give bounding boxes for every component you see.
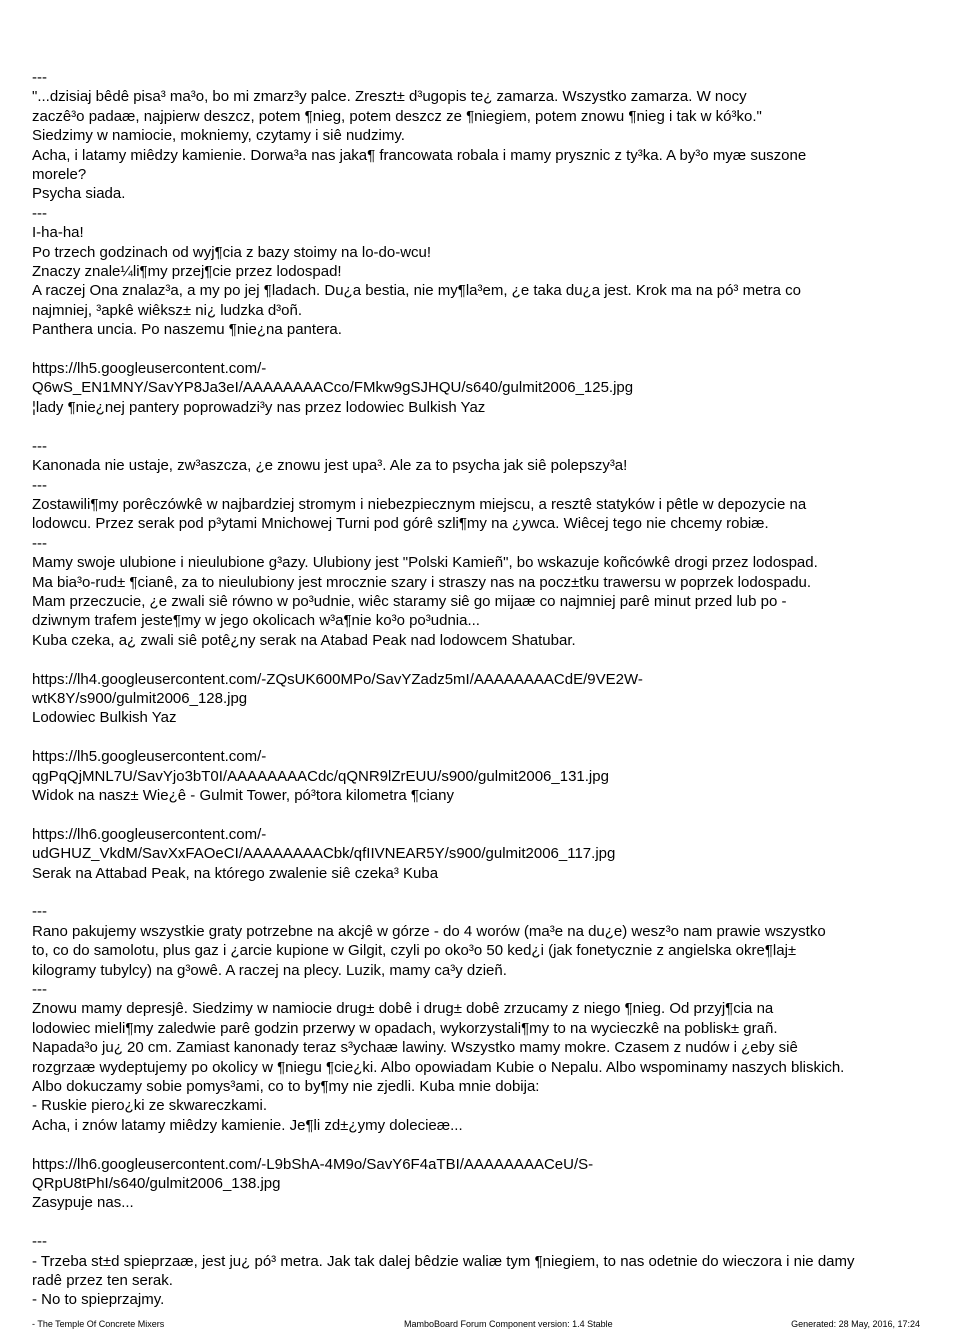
section-separator: --- <box>32 204 47 222</box>
text-line: Panthera uncia. Po naszemu ¶nie¿na pantera. <box>32 321 342 339</box>
text-line: Albo dokuczamy sobie pomys³ami, co to by¶my nie zjedli. Kuba mnie dobija: <box>32 1078 540 1096</box>
text-line: Psycha siada. <box>32 185 126 203</box>
text-line: QRpU8tPhI/s640/gulmit2006_138.jpg <box>32 1175 281 1193</box>
text-line: to, co do samolotu, plus gaz i ¿arcie kupione w Gilgit, czyli po oko³o 50 ked¿i (jak fonetycznie z angielska okre¶laj± <box>32 942 797 960</box>
text-line: morele? <box>32 166 87 184</box>
footer-site-name: - The Temple Of Concrete Mixers <box>32 1319 165 1329</box>
text-line: lodowcu. Przez serak pod p³ytami Mnichowej Turni pod górê szli¶my na ¿ywca. Wiêcej tego nie chcemy robiæ. <box>32 515 769 533</box>
text-line: Widok na nasz± Wie¿ê - Gulmit Tower, pó³tora kilometra ¶ciany <box>32 786 454 804</box>
section-separator: --- <box>32 534 47 552</box>
section-separator: --- <box>32 476 47 494</box>
text-line: Serak na Attabad Peak, na którego zwalenie siê czeka³ Kuba <box>32 864 439 882</box>
page-footer <box>32 1317 920 1331</box>
text-line: zaczê³o padaæ, najpierw deszcz, potem ¶nieg, potem deszcz ze ¶niegiem, potem znowu ¶nieg i tak w kó³ko." <box>32 107 762 125</box>
text-line: Po trzech godzinach od wyj¶cia z bazy stoimy na lo-do-wcu! <box>32 243 432 261</box>
section-separator: --- <box>32 1233 47 1251</box>
blank-line <box>32 1135 932 1154</box>
text-line: Zasypuje nas... <box>32 1194 134 1212</box>
text-line: - Trzeba st±d spieprzaæ, jest ju¿ pó³ metra. Jak tak dalej bêdzie waliæ tym ¶niegiem, to nas odetnie do wieczora i nie damy <box>32 1252 855 1270</box>
post-body <box>32 68 932 1310</box>
section-separator: --- <box>32 437 47 455</box>
text-line: lodowiec mieli¶my zaledwie parê godzin przerwy w opadach, wykorzystali¶my to na wycieczkê na poblisk± grañ. <box>32 1019 778 1037</box>
text-line: kilogramy tubylcy) na g³owê. A raczej na plecy. Luzik, mamy ca³y dzieñ. <box>32 961 507 979</box>
footer-generated-date: Generated: 28 May, 2016, 17:24 <box>791 1319 920 1329</box>
text-line: Acha, i znów latamy miêdzy kamienie. Je¶li zd±¿ymy dolecieæ... <box>32 1116 463 1134</box>
section-separator: --- <box>32 69 47 86</box>
text-line: Siedzimy w namiocie, mokniemy, czytamy i siê nudzimy. <box>32 127 405 145</box>
text-line: Mamy swoje ulubione i nieulubione g³azy. Ulubiony jest "Polski Kamieñ", bo wskazuje koñcówkê drogi przez lodospad. <box>32 554 818 572</box>
blank-line <box>32 650 932 669</box>
text-line: Lodowiec Bulkish Yaz <box>32 709 177 727</box>
text-line: Znaczy znale¼li¶my przej¶cie przez lodospad! <box>32 263 342 281</box>
text-line: Mam przeczucie, ¿e zwali siê równo w po³udnie, wiêc staramy siê go mijaæ co najmniej parê minut przed lub po - <box>32 592 787 610</box>
text-line: Rano pakujemy wszystkie graty potrzebne na akcjê w górze - do 4 worów (ma³e na du¿e) wesz³o nam prawie wszystko <box>32 922 826 940</box>
text-line: najmniej, ³apkê wiêksz± ni¿ ludzka d³oñ. <box>32 301 303 319</box>
blank-line <box>32 417 932 436</box>
text-line: Kuba czeka, a¿ zwali siê potê¿ny serak na Atabad Peak nad lodowcem Shatubar. <box>32 631 576 649</box>
text-line: qgPqQjMNL7U/SavYjo3bT0I/AAAAAAAACdc/qQNR9lZrEUU/s900/gulmit2006_131.jpg <box>32 767 609 785</box>
text-line: "...dzisiaj bêdê pisa³ ma³o, bo mi zmarz³y palce. Zreszt± d³ugopis te¿ zamarza. Wszystko zamarza. W nocy <box>32 88 747 106</box>
text-line: Acha, i latamy miêdzy kamienie. Dorwa³a nas jaka¶ francowata robala i mamy prysznic z ty³ka. A by³o myæ suszone <box>32 146 807 164</box>
section-separator: --- <box>32 981 47 998</box>
text-line: Napada³o ju¿ 20 cm. Zamiast kanonady teraz s³ychaæ lawiny. Wszystko mamy mokre. Czasem z nudów i ¿eby siê <box>32 1039 798 1057</box>
image-url-line: https://lh4.googleusercontent.com/-ZQsUK600MPo/SavYZadz5mI/AAAAAAAACdE/9VE2W- <box>32 670 643 688</box>
image-url-line: https://lh6.googleusercontent.com/-L9bShA-4M9o/SavY6F4aTBI/AAAAAAAACeU/S- <box>32 1155 594 1173</box>
text-line: Kanonada nie ustaje, zw³aszcza, ¿e znowu jest upa³. Ale za to psycha jak siê polepszy³a! <box>32 457 628 475</box>
text-line: Ma bia³o-rud± ¶cianê, za to nieulubiony jest mrocznie szary i straszy nas na pocz±tku trawersu w poprzek lodospadu. <box>32 573 812 591</box>
blank-line <box>32 805 932 824</box>
text-line: A raczej Ona znalaz³a, a my po jej ¶ladach. Du¿a bestia, nie my¶la³em, ¿e taka du¿a jest. Krok ma na pó³ metra co <box>32 282 801 300</box>
text-line: rozgrzaæ wydeptujemy po okolicy w ¶niegu ¶cie¿ki. Albo opowiadam Kubie o Nepalu. Albo wspominamy naszych bliskich. <box>32 1058 845 1076</box>
image-url-line: https://lh5.googleusercontent.com/- <box>32 360 267 378</box>
text-line: dziwnym trafem jeste¶my w jego okolicach w³a¶nie ko³o po³udnia... <box>32 612 480 630</box>
blank-line <box>32 883 932 902</box>
text-line: - No to spieprzajmy. <box>32 1291 165 1309</box>
image-url-line: https://lh5.googleusercontent.com/- <box>32 748 267 766</box>
text-line: wtK8Y/s900/gulmit2006_128.jpg <box>32 689 248 707</box>
text-line: radê przez ten serak. <box>32 1272 173 1290</box>
blank-line <box>32 728 932 747</box>
text-line: - Ruskie piero¿ki ze skwareczkami. <box>32 1097 268 1115</box>
text-line: Znowu mamy depresjê. Siedzimy w namiocie drug± dobê i drug± dobê zrzucamy z niego ¶nieg. Od przyj¶cia na <box>32 1000 774 1018</box>
blank-line <box>32 340 932 359</box>
text-line: Q6wS_EN1MNY/SavYP8Ja3eI/AAAAAAAACco/FMkw9gSJHQU/s640/gulmit2006_125.jpg <box>32 379 634 397</box>
blank-line <box>32 1213 932 1232</box>
footer-component-version: MamboBoard Forum Component version: 1.4 Stable <box>404 1319 613 1329</box>
text-line: udGHUZ_VkdM/SavXxFAOeCI/AAAAAAAACbk/qfIIVNEAR5Y/s900/gulmit2006_117.jpg <box>32 845 616 863</box>
text-line: Zostawili¶my porêczówkê w najbardziej stromym i niebezpiecznym miejscu, a resztê statyków i pêtle w depozycie na <box>32 495 807 513</box>
image-url-line: https://lh6.googleusercontent.com/- <box>32 825 267 843</box>
section-separator: --- <box>32 903 47 921</box>
text-line: I-ha-ha! <box>32 224 84 242</box>
text-line: ¦lady ¶nie¿nej pantery poprowadzi³y nas przez lodowiec Bulkish Yaz <box>32 398 486 416</box>
